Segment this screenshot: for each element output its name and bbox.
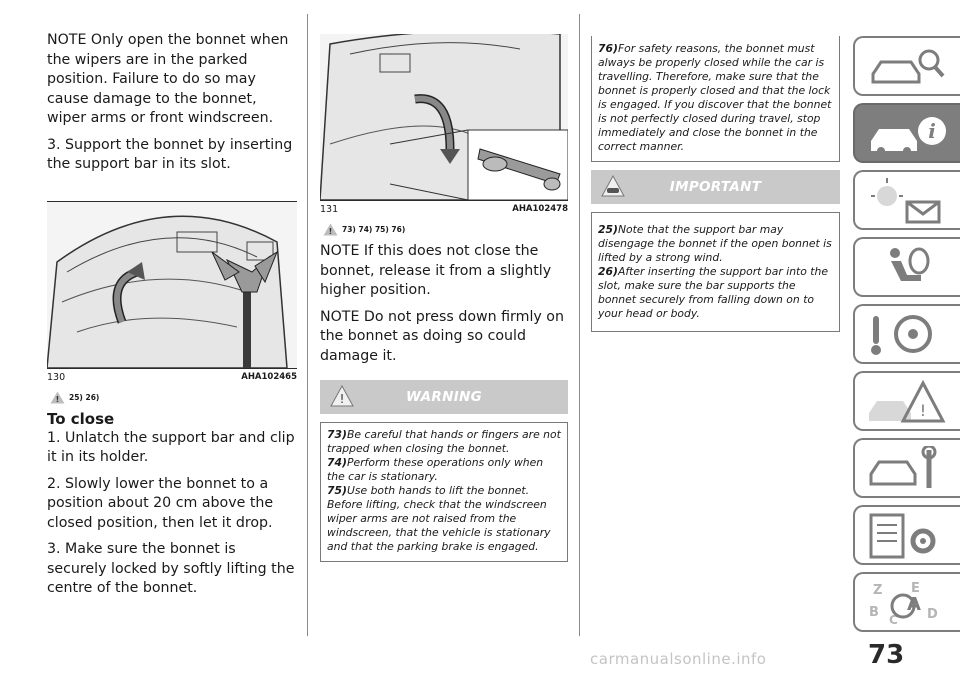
refs-text: 73) 74) 75) 76) <box>342 225 406 234</box>
svg-text:i: i <box>928 119 936 143</box>
warning-title: WARNING <box>405 389 483 405</box>
svg-text:!: ! <box>919 401 927 420</box>
safety-item-76: 76)For safety reasons, the bonnet must always be properly closed while the car is travelling. Therefore, make sure that the bonnet is properly closed and that the lock is engaged. If you discover that the bonnet is not perfectly closed during travel, stop immediately and close the bonnet in the correct manner. <box>598 42 832 153</box>
figure-131 <box>320 34 568 201</box>
column-3 <box>591 36 840 332</box>
warning-banner <box>320 380 568 414</box>
close-step-3: 3. Make sure the bonnet is securely locked by softly lifting the centre of the bonnet. <box>47 541 295 596</box>
warning-triangle-icon <box>323 223 338 236</box>
tab-vehicle-info[interactable] <box>853 103 960 163</box>
svg-text:A: A <box>907 594 921 615</box>
figure-130 <box>47 201 297 369</box>
important-item-25: 25)Note that the support bar may disengage the bonnet if the open bonnet is lifted by a strong wind. <box>598 223 832 264</box>
svg-text:Z: Z <box>873 583 883 598</box>
car-info-icon <box>867 111 947 157</box>
tab-safety[interactable] <box>853 237 960 297</box>
tab-maintenance[interactable] <box>853 438 960 498</box>
tab-warning-lights[interactable] <box>853 170 960 230</box>
heading-to-close: To close <box>47 409 115 428</box>
specs-gear-icon <box>867 513 947 559</box>
warning-triangle-icon <box>50 391 65 404</box>
column-divider <box>307 14 308 636</box>
figure-number: 130 <box>47 371 66 383</box>
warning-box <box>320 422 568 562</box>
note-wipers: NOTE Only open the bonnet when the wipers are in the parked position. Failure to do so may cause damage to the bonnet, wiper arms or front windscreen. <box>47 32 289 126</box>
refs-text: 25) 26) <box>69 392 100 402</box>
note-do-not-press: NOTE Do not press down firmly on the bonnet as doing so could damage it. <box>320 308 564 364</box>
warning-item-74: 74)Perform these operations only when the car is stationary. <box>327 456 544 483</box>
svg-text:!: ! <box>55 394 60 404</box>
alphabet-index-icon <box>867 580 947 626</box>
car-magnifier-icon <box>867 44 947 90</box>
warning-item-73: 73)Be careful that hands or fingers are not trapped when closing the bonnet. <box>327 428 561 455</box>
figure-131-caption <box>320 204 568 215</box>
figure-number: 131 <box>320 204 339 215</box>
reference-marks <box>50 391 297 404</box>
tab-emergency[interactable] <box>853 371 960 431</box>
safety-box <box>591 36 840 162</box>
svg-text:B: B <box>869 605 879 620</box>
note-higher-position: NOTE If this does not close the bonnet, release it from a slightly higher position. <box>320 243 552 298</box>
watermark: carmanualsonline.info <box>590 650 767 668</box>
important-item-26: 26)After inserting the support bar into the slot, make sure the bar supports the bonnet securely from falling down on to your head or body. <box>598 265 829 320</box>
column-1 <box>47 31 297 599</box>
column-divider <box>579 14 580 636</box>
tab-index[interactable] <box>853 572 960 632</box>
important-banner <box>591 170 840 204</box>
svg-text:!: ! <box>328 227 333 236</box>
page-number: 73 <box>868 640 905 670</box>
close-step-2: 2. Slowly lower the bonnet to a position about 20 cm above the closed position, then let it drop. <box>47 475 274 531</box>
reference-marks <box>323 223 568 236</box>
tab-knowing-your-car[interactable] <box>853 36 960 96</box>
svg-text:D: D <box>927 607 938 622</box>
important-box <box>591 212 840 332</box>
airbag-seat-icon <box>867 245 947 291</box>
warning-lights-icon <box>867 178 947 224</box>
figure-130-caption <box>47 372 297 383</box>
car-wrench-icon <box>867 446 947 492</box>
important-title: IMPORTANT <box>669 179 762 195</box>
engine-bay-illustration <box>47 202 297 368</box>
figure-code: AHA102478 <box>512 204 568 214</box>
close-step-1: 1. Unlatch the support bar and clip it in its holder. <box>47 429 295 465</box>
step-support-bar: 3. Support the bonnet by inserting the support bar in its slot. <box>47 136 293 172</box>
svg-text:E: E <box>911 581 920 596</box>
figure-code: AHA102465 <box>241 371 297 382</box>
warning-item-75: 75)Use both hands to lift the bonnet. Before lifting, check that the windscreen wiper arms are not raised from the windscreen, that the vehicle is stationary and that the parking brake is engaged. <box>327 484 551 553</box>
warning-triangle-icon <box>330 385 354 407</box>
key-steering-wheel-icon <box>867 312 947 358</box>
tab-technical-data[interactable] <box>853 505 960 565</box>
svg-text:!: ! <box>339 392 345 406</box>
tab-starting-driving[interactable] <box>853 304 960 364</box>
car-warning-icon <box>601 175 625 197</box>
bonnet-closing-illustration <box>320 34 568 200</box>
emergency-triangle-icon <box>867 379 947 425</box>
svg-text:C: C <box>889 613 898 626</box>
column-2 <box>320 34 568 562</box>
